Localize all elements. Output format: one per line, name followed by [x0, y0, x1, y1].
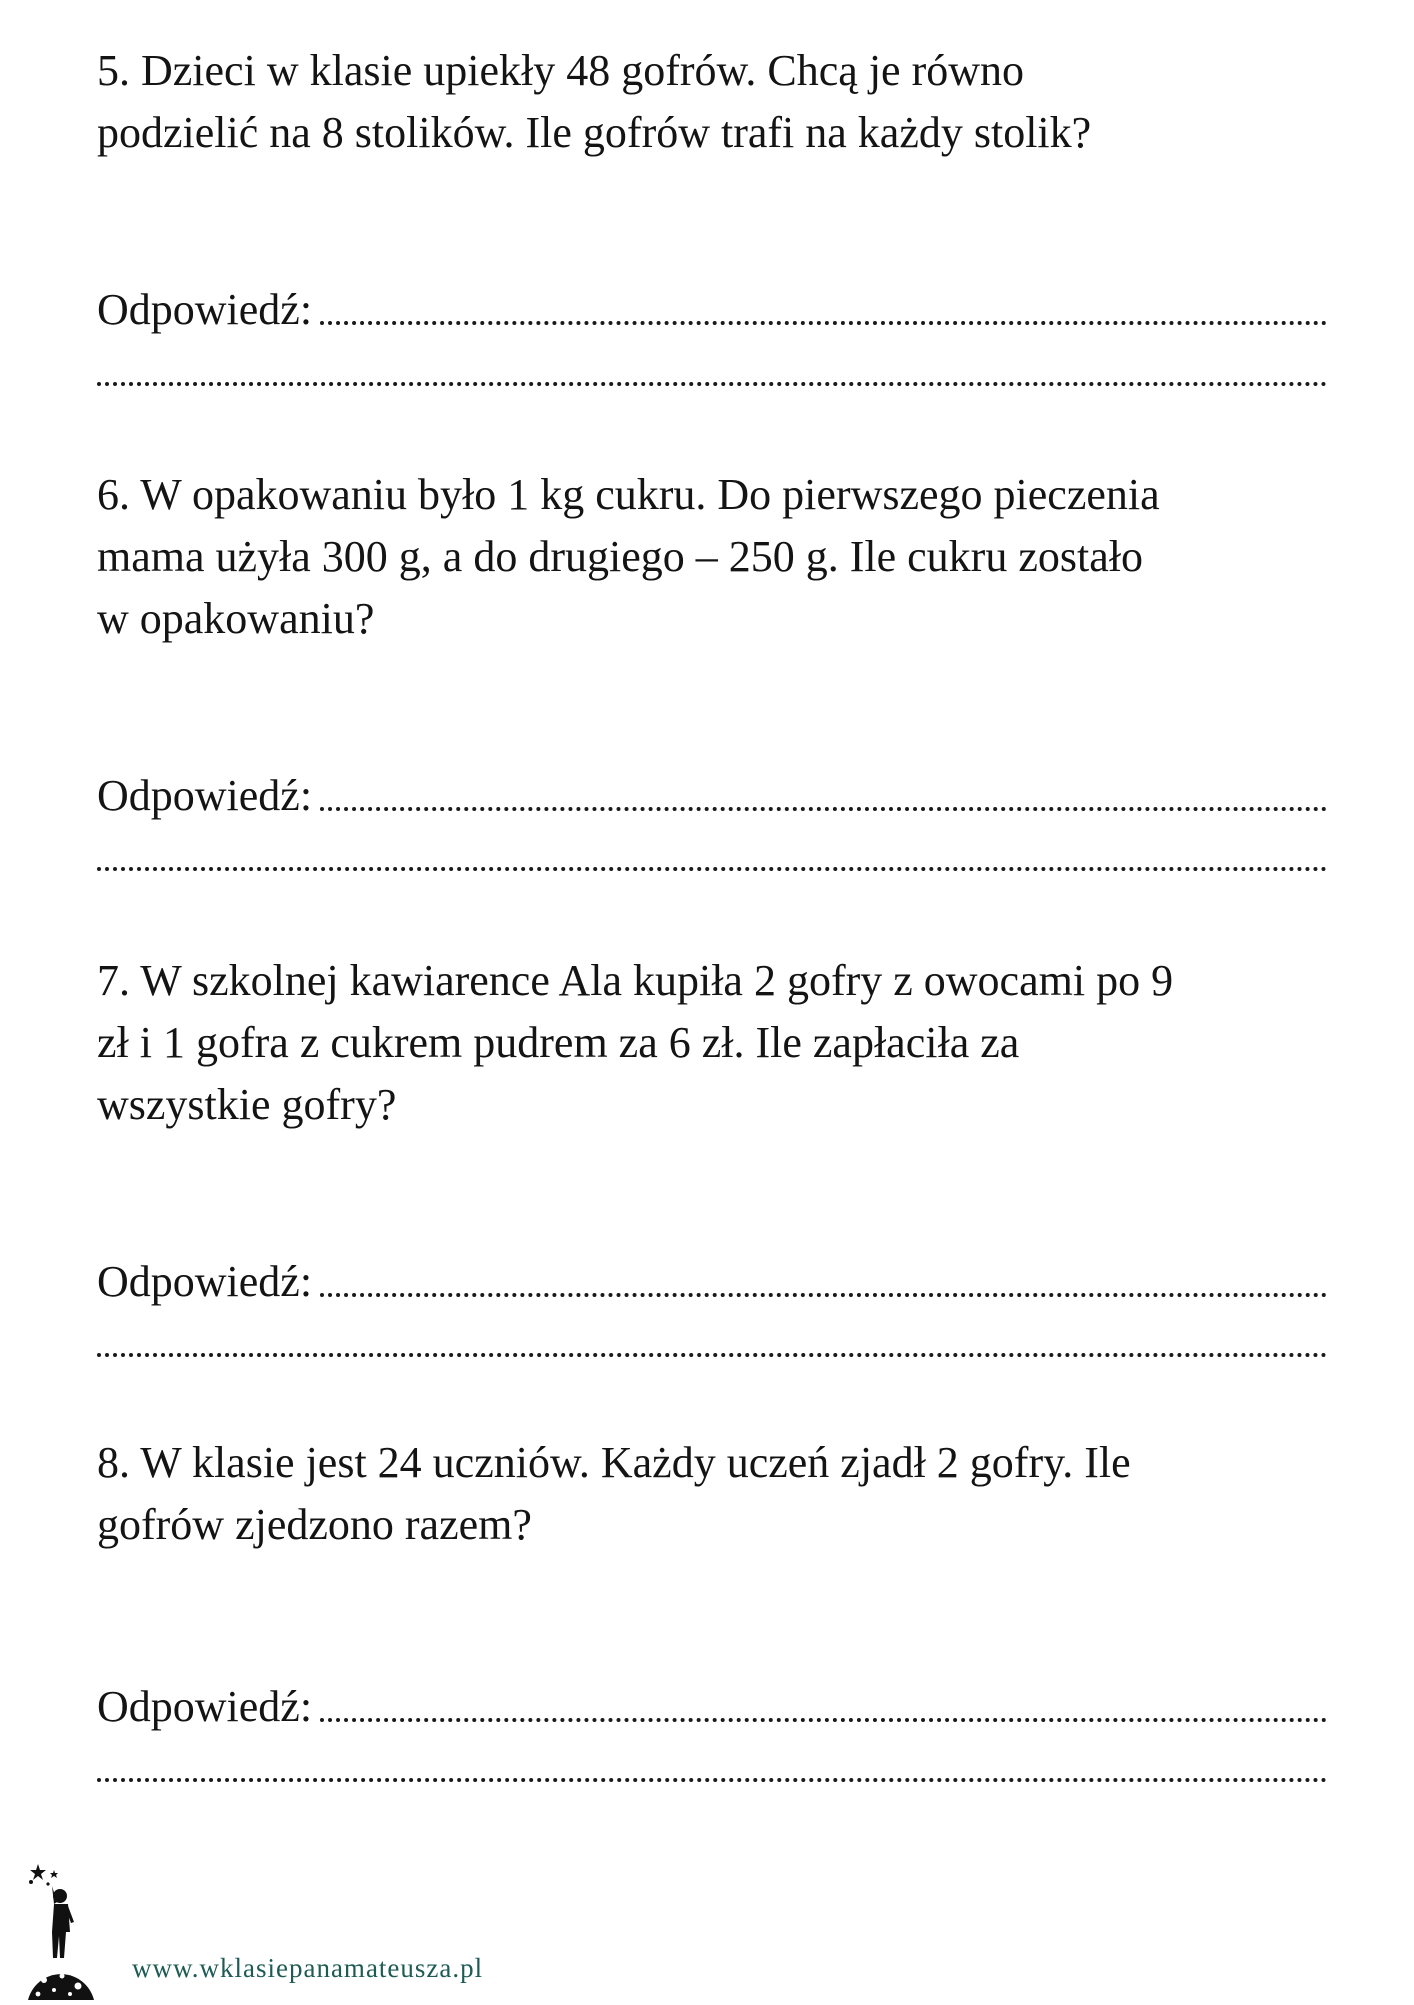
task-5-answer-second-line[interactable]	[97, 382, 1327, 386]
task-8-answer-second-line[interactable]	[97, 1778, 1327, 1782]
website-link[interactable]: www.wklasiepanamateusza.pl	[132, 1953, 484, 1983]
task-5-question: 5. Dzieci w klasie upiekły 48 gofrów. Chcą je równo podzielić na 8 stolików. Ile gofrów trafi na każdy stolik?	[97, 46, 1092, 157]
task-7	[97, 950, 1327, 1306]
task-6-answer-second-line[interactable]	[97, 867, 1327, 871]
child-reaching-for-stars-icon	[26, 1862, 96, 2000]
task-7-answer-label: Odpowiedź:	[97, 1257, 313, 1306]
task-5	[97, 40, 1327, 334]
task-8-answer-line[interactable]	[97, 1682, 1327, 1732]
task-8-answer-dots	[320, 1718, 1327, 1722]
task-6-answer-dots	[320, 807, 1327, 811]
task-5-answer-label: Odpowiedź:	[97, 285, 313, 334]
task-7-answer-line[interactable]	[97, 1257, 1327, 1307]
task-8-question: 8. W klasie jest 24 uczniów. Każdy uczeń zjadł 2 gofry. Ile gofrów zjedzono razem?	[97, 1438, 1131, 1549]
task-8	[97, 1432, 1327, 1731]
task-6	[97, 464, 1327, 820]
task-8-answer-label: Odpowiedź:	[97, 1682, 313, 1731]
task-7-question: 7. W szkolnej kawiarence Ala kupiła 2 gofry z owocami po 9 zł i 1 gofra z cukrem pudrem za 6 zł. Ile zapłaciła za wszystkie gofry?	[97, 956, 1174, 1129]
task-6-answer-label: Odpowiedź:	[97, 771, 313, 820]
task-5-answer-line[interactable]	[97, 285, 1327, 335]
task-6-question: 6. W opakowaniu było 1 kg cukru. Do pierwszego pieczenia mama użyła 300 g, a do drugiego – 250 g. Ile cukru zostało w opakowaniu?	[97, 470, 1160, 643]
task-7-answer-second-line[interactable]	[97, 1353, 1327, 1357]
task-6-answer-line[interactable]	[97, 771, 1327, 821]
task-7-answer-dots	[320, 1293, 1327, 1297]
task-5-answer-dots	[320, 321, 1327, 325]
